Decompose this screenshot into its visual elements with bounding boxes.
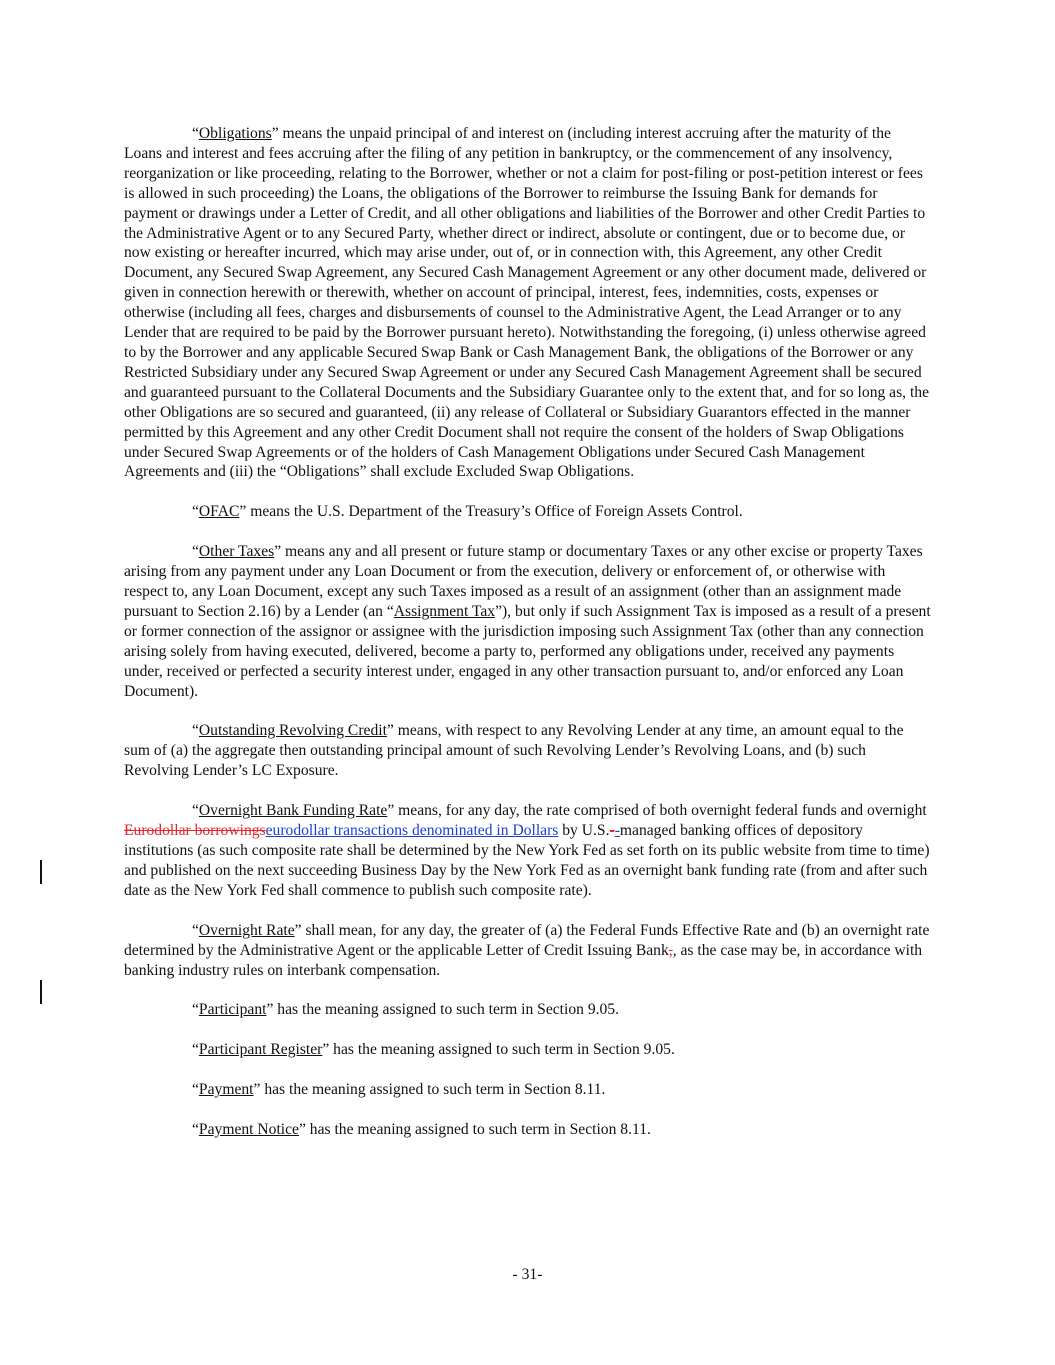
definition-text: ” means, for any day, the rate comprised of both overnight federal funds and overnight bbox=[387, 802, 927, 820]
definition-text: ” means the unpaid principal of and interest on (including interest accruing after the maturity of the Loans and interest and fees accruing after the filing of any petition in bankruptcy, or the commencement of any insolvency, reorganization or like proceeding, relating to the Borrower, whether or not a claim for post-filing or post-petition interest or fees is allowed in such proceeding) the Loans, the obligations of the Borrower to reimburse the Issuing Bank for demands for payment or drawings under a Letter of Credit, and all other obligations and liabilities of the Borrower and other Credit Parties to the Administrative Agent or to any Secured Party, whether direct or indirect, absolute or contingent, due or to become due, or now existing or hereafter incurred, which may arise under, out of, or in connection with, this Agreement, any other Credit Document, any Secured Swap Agreement, any Secured Cash Management Agreement or any other document made, delivered or given in connection herewith or therewith, whether on account of principal, interest, fees, indemnities, costs, expenses or otherwise (including all fees, charges and disbursements of counsel to the Administrative Agent, the Lead Arranger or to any Lender that are required to be paid by the Borrower pursuant hereto). Notwithstanding the foregoing, (i) unless otherwise agreed to by the Borrower and any applicable Secured Swap Bank or Cash Management Bank, the obligations of the Borrower or any Restricted Subsidiary under any Secured Swap Agreement or under any Secured Cash Management Agreement shall be secured and guaranteed pursuant to the Collateral Documents and the Subsidiary Guarantee only to the extent that, and for so long as, the other Obligations are so secured and guaranteed, (ii) any release of Collateral or Subsidiary Guarantors effected in the manner permitted by this Agreement and any other Credit Document shall not require the consent of the holders of Swap Obligations under Secured Swap Agreements or of the holders of Cash Management Obligations under Secured Cash Management Agreements and (iii) the “Obligations” shall exclude Excluded Swap Obligations. bbox=[124, 125, 930, 481]
definition-obligations bbox=[124, 124, 932, 482]
defined-term: Payment bbox=[198, 1081, 254, 1099]
definition-text: ” has the meaning assigned to such term in Section 8.11. bbox=[298, 1121, 651, 1139]
inserted-text: eurodollar transactions denominated in Dollars bbox=[265, 822, 559, 840]
definition-text: ” means any and all present or future stamp or documentary Taxes or any other excise or property Taxes arising from any payment under any Loan Document or from the execution, delivery or enforcement of, or otherwise with respect to, any Loan Document, except any such Taxes imposed as a result of an assignment (other than an assignment made pursuant to Section 2.16) by a Lender (an “ bbox=[124, 543, 923, 620]
defined-term: Overnight Bank Funding Rate bbox=[198, 802, 388, 820]
deleted-text: - bbox=[609, 822, 615, 840]
open-quote: “ bbox=[192, 722, 199, 740]
definition-text: ” means the U.S. Department of the Treasury’s Office of Foreign Assets Control. bbox=[239, 503, 743, 521]
change-bar bbox=[40, 860, 42, 884]
definition-text: ” has the meaning assigned to such term in Section 8.11. bbox=[253, 1081, 606, 1099]
definition-text: ” means, with respect to any Revolving Lender at any time, an amount equal to the sum of (a) the aggregate then outstanding principal amount of such Revolving Lender’s Revolving Loans, and (b) such Revolving Lender’s LC Exposure. bbox=[124, 722, 904, 780]
definition-text: , as the case may be, in accordance with banking industry rules on interbank compensation. bbox=[124, 941, 923, 979]
open-quote: “ bbox=[192, 1041, 199, 1059]
definition-participant-register bbox=[124, 1040, 932, 1060]
definition-text: ” shall mean, for any day, the greater of (a) the Federal Funds Effective Rate and (b) an overnight rate determined by the Administrative Agent or the applicable Letter of Credit Issuing Bank bbox=[124, 921, 930, 959]
definition-text: ” has the meaning assigned to such term in Section 9.05. bbox=[266, 1001, 620, 1019]
defined-term: OFAC bbox=[198, 503, 240, 521]
definition-text: ” has the meaning assigned to such term in Section 9.05. bbox=[322, 1041, 675, 1059]
open-quote: “ bbox=[192, 1001, 199, 1019]
defined-term: Outstanding Revolving Credit bbox=[198, 722, 387, 740]
document-page bbox=[124, 124, 932, 1140]
definition-other-taxes bbox=[124, 542, 932, 701]
definition-text: by U.S. bbox=[558, 822, 610, 840]
defined-term-assignment-tax: Assignment Tax bbox=[393, 602, 496, 620]
definition-overnight-rate bbox=[124, 921, 932, 981]
definition-payment bbox=[124, 1080, 932, 1100]
definition-text: managed banking offices of depository institutions (as such composite rate shall be determined by the New York Fed as set forth on its public website from time to time) and published on the next succeeding Business Day by the New York Fed as an overnight bank funding rate (from and after such date as the New York Fed shall commence to publish such composite rate). bbox=[124, 822, 930, 899]
open-quote: “ bbox=[192, 1121, 199, 1139]
definition-overnight-bank-funding-rate bbox=[124, 801, 932, 901]
defined-term: Participant bbox=[198, 1001, 267, 1019]
open-quote: “ bbox=[192, 921, 199, 939]
inserted-text: - bbox=[614, 822, 620, 840]
definition-text: ”), but only if such Assignment Tax is imposed as a result of a present or former connection of the assignor or assignee with the jurisdiction imposing such Assignment Tax (other than any connection arising solely from having executed, delivered, become a party to, performed any obligations under, received any payments under, received or perfected a security interest under, engaged in any other transaction pursuant to, and/or enforced any Loan Document). bbox=[124, 602, 931, 700]
deleted-text: Eurodollar borrowings bbox=[124, 822, 266, 840]
open-quote: “ bbox=[192, 543, 199, 561]
definition-outstanding-revolving-credit bbox=[124, 721, 932, 781]
defined-term: Overnight Rate bbox=[198, 921, 295, 939]
definition-participant bbox=[124, 1000, 932, 1020]
change-bar bbox=[40, 980, 42, 1004]
open-quote: “ bbox=[192, 1081, 199, 1099]
open-quote: “ bbox=[192, 503, 199, 521]
open-quote: “ bbox=[192, 802, 199, 820]
definition-payment-notice bbox=[124, 1120, 932, 1140]
deleted-text: , bbox=[668, 941, 673, 959]
defined-term: Obligations bbox=[198, 125, 272, 142]
definition-ofac bbox=[124, 502, 932, 522]
defined-term: Other Taxes bbox=[198, 543, 275, 561]
defined-term: Payment Notice bbox=[198, 1121, 299, 1139]
defined-term: Participant Register bbox=[198, 1041, 323, 1059]
page-number: - 31- bbox=[512, 1266, 543, 1283]
open-quote: “ bbox=[192, 125, 199, 142]
